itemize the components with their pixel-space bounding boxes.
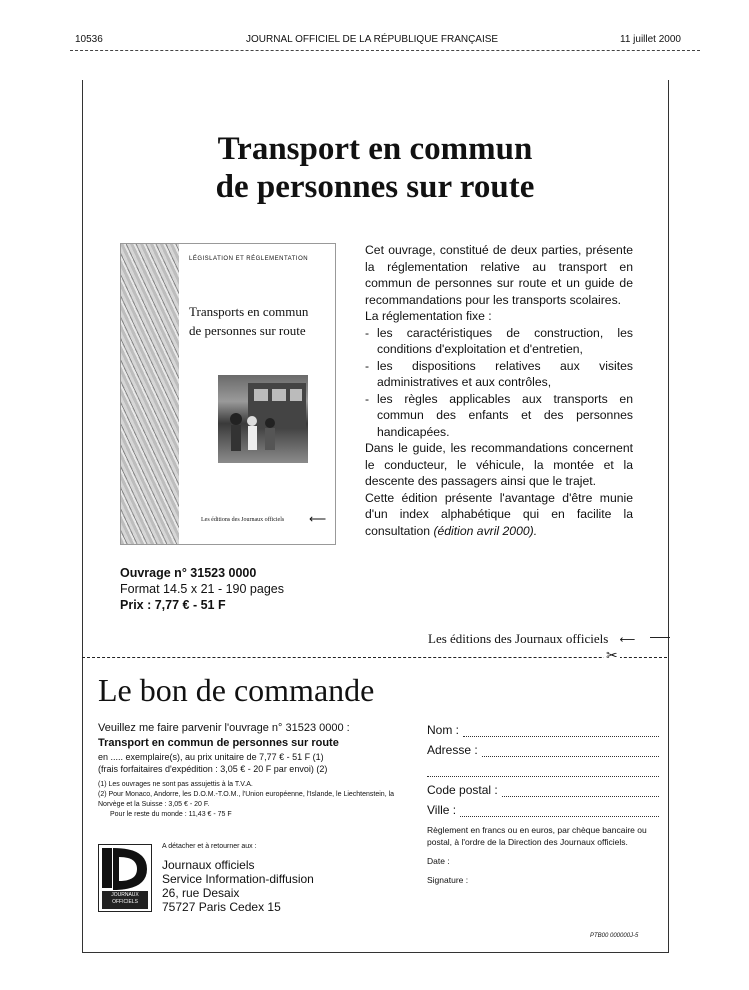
arrow-left-icon: ⟵ bbox=[309, 512, 327, 526]
list-item: - les règles applicables aux transports en commun des enfants et des personnes handicapées. bbox=[365, 391, 633, 441]
city-label: Ville : bbox=[427, 803, 457, 817]
regulation-intro: La réglementation fixe : bbox=[365, 309, 492, 323]
cover-photo bbox=[218, 375, 308, 463]
description-intro: Cet ouvrage, constitué de deux parties, présente la réglementation relative au transport en commun de personnes sur route et un guide de recommandations pour les transports scolaires. bbox=[365, 243, 633, 307]
journaux-officiels-logo bbox=[98, 844, 152, 912]
postal-code-field[interactable] bbox=[427, 777, 659, 797]
list-item: - les dispositions relatives aux visites administratives et aux contrôles, bbox=[365, 358, 633, 391]
page-number: 10536 bbox=[75, 34, 103, 45]
order-shipping: (frais forfaitaires d'expédition : 3,05 € - 20 F par envoi) (2) bbox=[98, 764, 328, 774]
book-description bbox=[365, 242, 633, 539]
publisher-name: Les éditions des Journaux officiels bbox=[428, 631, 609, 646]
regulation-list bbox=[365, 325, 633, 441]
product-info bbox=[120, 565, 284, 613]
ad-title-line1: Transport en commun bbox=[217, 131, 533, 167]
cut-line[interactable] bbox=[82, 657, 667, 658]
book-cover bbox=[120, 243, 336, 545]
address-field-extra[interactable] bbox=[427, 757, 659, 777]
cover-title-line2: de personnes sur route bbox=[189, 323, 306, 338]
cover-title-line1: Transports en commun bbox=[189, 304, 309, 319]
edition-text bbox=[365, 490, 633, 540]
reference-code: PTB00 000000J-5 bbox=[590, 933, 639, 939]
address-line-4: 75727 Paris Cedex 15 bbox=[162, 900, 281, 914]
name-input-line[interactable] bbox=[463, 726, 659, 737]
footnote-1: (1) Les ouvrages ne sont pas assujettis à la T.V.A. bbox=[98, 781, 253, 788]
cover-pattern bbox=[121, 244, 179, 544]
arrow-left-icon: ⟵ bbox=[619, 633, 636, 646]
return-address bbox=[162, 858, 314, 914]
ad-title-line2: de personnes sur route bbox=[215, 169, 535, 205]
address-line-1: Journaux officiels bbox=[162, 858, 255, 872]
guide-text: Dans le guide, les recommandations concernent le conducteur, le véhicule, la montée et la descente des passagers ainsi que le trajet. bbox=[365, 441, 633, 488]
address-label: Adresse : bbox=[427, 743, 478, 757]
publisher-rule bbox=[650, 637, 670, 638]
edition-text-main: Cette édition présente l'avantage d'être munie d'un index alphabétique qui en facilite la consultation bbox=[365, 490, 633, 538]
product-format: Format 14.5 x 21 - 190 pages bbox=[120, 582, 284, 596]
journal-title: JOURNAL OFFICIEL DE LA RÉPUBLIQUE FRANÇAISE bbox=[246, 34, 499, 45]
issue-date: 11 juillet 2000 bbox=[620, 34, 681, 45]
city-field[interactable] bbox=[427, 797, 659, 817]
postal-code-input-line[interactable] bbox=[502, 786, 659, 797]
address-input-line-2[interactable] bbox=[427, 766, 659, 777]
footnote-3: Pour le reste du monde : 11,43 € - 75 F bbox=[110, 811, 232, 818]
date-field[interactable]: Date : bbox=[427, 856, 450, 866]
bus-photo-icon bbox=[218, 375, 308, 463]
order-request: Veuillez me faire parvenir l'ouvrage n° 31523 0000 : bbox=[98, 722, 350, 734]
order-book-title: Transport en commun de personnes sur route bbox=[98, 737, 339, 749]
publisher-line bbox=[428, 631, 635, 647]
order-details bbox=[98, 721, 398, 820]
cover-series: LÉGISLATION ET RÉGLEMENTATION bbox=[189, 256, 309, 262]
cover-publisher: Les éditions des Journaux officiels bbox=[201, 517, 285, 523]
payment-instructions: Règlement en francs ou en euros, par chèque bancaire ou postal, à l'ordre de la Direction des Journaux officiels. bbox=[427, 825, 647, 847]
name-label: Nom : bbox=[427, 723, 460, 737]
signature-field[interactable]: Signature : bbox=[427, 875, 469, 885]
scissors-icon: ✂ bbox=[606, 648, 618, 664]
address-input-line[interactable] bbox=[482, 746, 659, 757]
cover-title bbox=[189, 302, 329, 340]
product-number: Ouvrage n° 31523 0000 bbox=[120, 566, 257, 580]
customer-form bbox=[427, 721, 659, 885]
order-form-title: Le bon de commande bbox=[98, 672, 375, 708]
postal-code-label: Code postal : bbox=[427, 783, 498, 797]
footnote-2: (2) Pour Monaco, Andorre, les D.O.M.-T.O.M., l'Union européenne, l'Islande, le Liechtenstein, la Norvège et la Suisse : 3,05 € - 20 F. bbox=[98, 791, 395, 808]
address-line-3: 26, rue Desaix bbox=[162, 886, 240, 900]
address-line-2: Service Information-diffusion bbox=[162, 872, 314, 886]
detach-instruction: A détacher et à retourner aux : bbox=[162, 843, 257, 850]
ad-title bbox=[160, 130, 590, 206]
product-price: Prix : 7,77 € - 51 F bbox=[120, 598, 226, 612]
logo-text: JOURNAUX OFFICIELS bbox=[111, 892, 139, 905]
name-field[interactable] bbox=[427, 717, 659, 737]
address-field[interactable] bbox=[427, 737, 659, 757]
edition-date: (édition avril 2000). bbox=[433, 523, 538, 538]
city-input-line[interactable] bbox=[460, 806, 659, 817]
header-rule bbox=[70, 50, 700, 51]
order-quantity[interactable]: en ..... exemplaire(s), au prix unitaire de 7,77 € - 51 F (1) bbox=[98, 752, 324, 762]
list-item: - les caractéristiques de construction, les conditions d'exploitation et d'entretien, bbox=[365, 325, 633, 358]
